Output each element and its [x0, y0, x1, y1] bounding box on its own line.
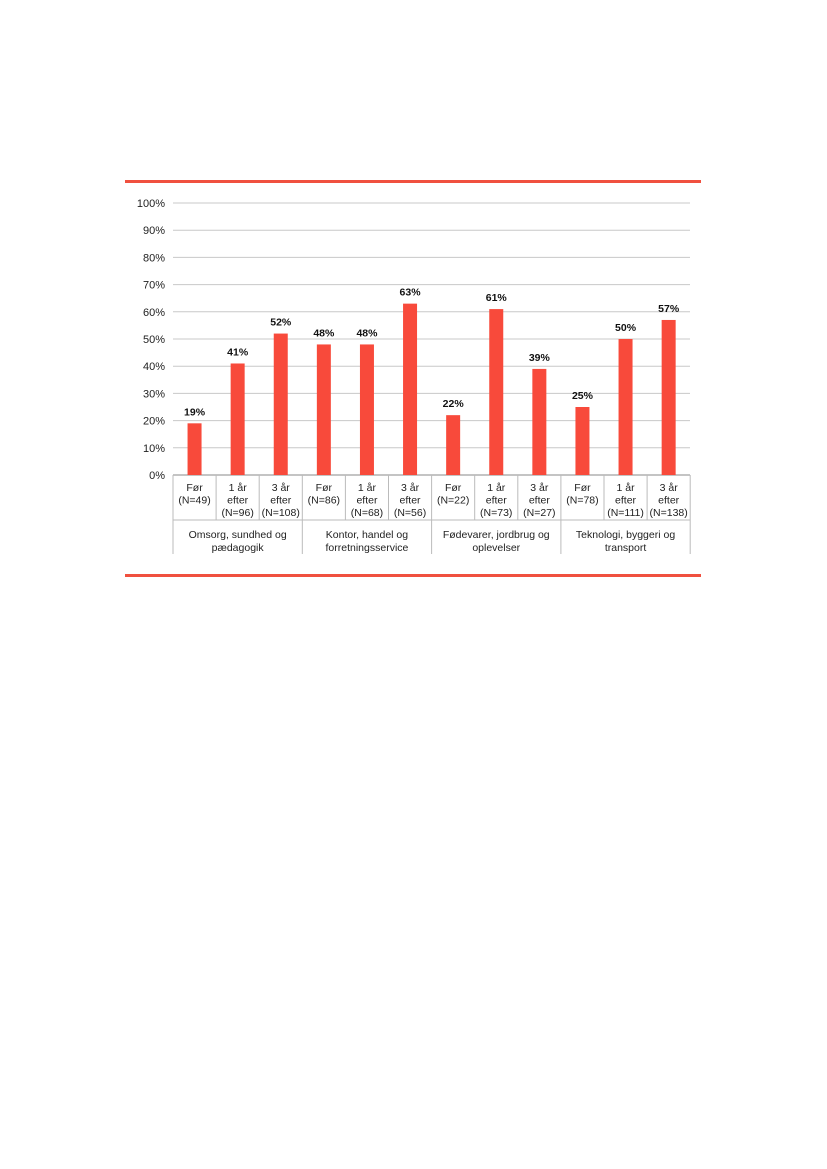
data-label: 48% — [313, 327, 335, 340]
x-tick-label: (N=138) — [649, 507, 688, 519]
x-tick-label: (N=49) — [178, 494, 211, 507]
x-tick-label: efter — [227, 494, 249, 507]
bar — [188, 423, 202, 475]
x-tick-label: efter — [270, 494, 292, 507]
x-tick-label: (N=73) — [480, 507, 513, 519]
bar — [360, 344, 374, 475]
x-tick-label: 1 år — [228, 482, 247, 494]
y-tick-label: 50% — [142, 334, 165, 346]
bar — [532, 369, 546, 475]
category-label: oplevelser — [472, 542, 521, 554]
x-tick-label: (N=56) — [393, 507, 427, 519]
bar — [446, 415, 460, 475]
y-tick-label: 60% — [142, 306, 165, 319]
y-tick-label: 90% — [142, 225, 165, 238]
data-label: 22% — [442, 398, 464, 411]
data-label: 48% — [356, 327, 378, 340]
x-tick-label: (N=68) — [350, 507, 384, 519]
y-tick-label: 30% — [142, 388, 165, 401]
y-tick-label: 10% — [142, 442, 165, 455]
y-tick-label: 70% — [142, 279, 165, 292]
x-tick-label: 3 år — [271, 482, 290, 494]
x-tick-label: 1 år — [487, 482, 506, 494]
x-tick-label: efter — [615, 494, 637, 507]
x-tick-label: (N=111) — [607, 507, 644, 519]
x-tick-label: Før — [186, 482, 203, 494]
category-label: Teknologi, byggeri og — [575, 529, 676, 541]
x-tick-label: 1 år — [357, 482, 376, 494]
bar — [619, 339, 633, 475]
data-label: 63% — [399, 286, 421, 299]
category-label: Omsorg, sundhed og — [188, 529, 287, 541]
x-tick-label: 3 år — [401, 482, 420, 494]
y-tick-label: 40% — [142, 361, 165, 374]
x-tick-label: (N=27) — [523, 507, 556, 519]
bar — [317, 344, 331, 475]
data-label: 50% — [615, 322, 637, 334]
category-label: Fødevarer, jordbrug og — [442, 529, 550, 541]
bar — [231, 363, 245, 475]
data-label: 19% — [184, 406, 206, 419]
x-tick-label: efter — [528, 494, 550, 507]
x-tick-label: (N=78) — [566, 494, 599, 507]
data-label: 57% — [658, 302, 680, 315]
x-tick-label: (N=86) — [307, 494, 341, 507]
category-label: pædagogik — [211, 542, 264, 554]
category-label: Kontor, handel og — [325, 529, 409, 541]
data-label: 52% — [270, 316, 292, 329]
x-tick-label: (N=108) — [261, 507, 300, 519]
x-tick-label: 3 år — [659, 482, 678, 494]
data-label: 25% — [571, 390, 593, 402]
bar — [274, 334, 288, 475]
bar — [575, 407, 589, 475]
data-label: 39% — [528, 351, 550, 364]
x-tick-label: efter — [485, 494, 507, 507]
bottom-rule — [125, 574, 701, 577]
x-tick-label: Før — [444, 482, 462, 494]
bar — [403, 304, 417, 475]
x-tick-label: (N=96) — [221, 507, 254, 519]
y-tick-label: 0% — [149, 470, 165, 482]
x-tick-label: efter — [399, 494, 421, 507]
x-tick-label: Før — [574, 482, 591, 494]
y-tick-label: 80% — [142, 252, 165, 265]
y-tick-label: 100% — [136, 198, 165, 210]
category-label: transport — [604, 542, 647, 554]
x-tick-label: efter — [658, 494, 680, 507]
x-tick-label: (N=22) — [436, 494, 470, 507]
y-tick-label: 20% — [142, 415, 165, 428]
data-label: 61% — [485, 292, 507, 305]
x-tick-label: efter — [356, 494, 378, 507]
bar — [489, 309, 503, 475]
x-tick-label: Før — [315, 482, 333, 494]
data-label: 41% — [227, 346, 249, 359]
category-label: forretningsservice — [325, 542, 409, 554]
bar — [662, 320, 676, 475]
x-tick-label: 3 år — [530, 482, 549, 494]
x-tick-label: 1 år — [616, 482, 635, 494]
